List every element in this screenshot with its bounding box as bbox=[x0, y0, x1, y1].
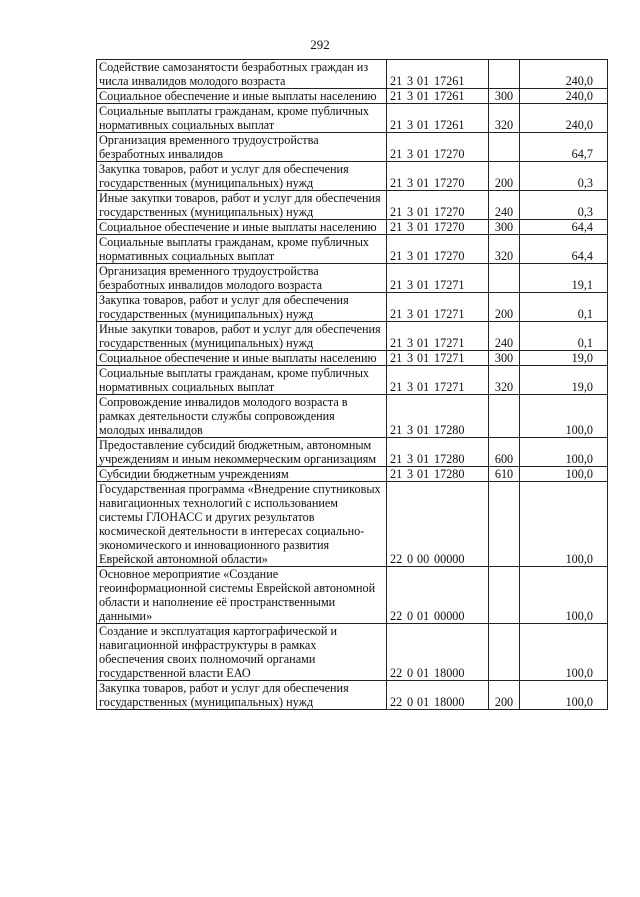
row-amount: 240,0 bbox=[520, 60, 608, 89]
row-name: Закупка товаров, работ и услуг для обеспечения государственных (муниципальных) нужд bbox=[97, 162, 387, 191]
row-expense-type bbox=[489, 264, 520, 293]
row-code bbox=[387, 624, 489, 681]
row-expense-type: 610 bbox=[489, 467, 520, 482]
code-part-c2: 3 bbox=[407, 147, 414, 161]
code-part-c1: 21 bbox=[390, 423, 403, 437]
row-code bbox=[387, 322, 489, 351]
table-row bbox=[97, 89, 608, 104]
code-part-c1: 21 bbox=[390, 147, 403, 161]
code-part-c4: 17271 bbox=[434, 278, 465, 292]
code-part-c4: 17261 bbox=[434, 74, 465, 88]
code-part-c2: 3 bbox=[407, 351, 414, 365]
row-name: Закупка товаров, работ и услуг для обеспечения государственных (муниципальных) нужд bbox=[97, 681, 387, 710]
row-amount: 240,0 bbox=[520, 104, 608, 133]
row-amount: 100,0 bbox=[520, 467, 608, 482]
table-row bbox=[97, 681, 608, 710]
table-row bbox=[97, 220, 608, 235]
code-part-c1: 21 bbox=[390, 118, 403, 132]
code-part-c3: 01 bbox=[417, 89, 430, 103]
code-part-c2: 3 bbox=[407, 74, 414, 88]
table-row bbox=[97, 162, 608, 191]
row-expense-type: 320 bbox=[489, 366, 520, 395]
row-code bbox=[387, 366, 489, 395]
code-part-c4: 17271 bbox=[434, 336, 465, 350]
table-row bbox=[97, 624, 608, 681]
code-part-c1: 21 bbox=[390, 452, 403, 466]
row-amount: 100,0 bbox=[520, 482, 608, 567]
code-part-c1: 22 bbox=[390, 666, 403, 680]
code-part-c4: 00000 bbox=[434, 609, 465, 623]
row-expense-type bbox=[489, 60, 520, 89]
code-part-c3: 01 bbox=[417, 74, 430, 88]
row-name: Иные закупки товаров, работ и услуг для обеспечения государственных (муниципальных) нужд bbox=[97, 191, 387, 220]
code-part-c4: 00000 bbox=[434, 552, 465, 566]
code-part-c2: 0 bbox=[407, 609, 414, 623]
code-part-c3: 01 bbox=[417, 351, 430, 365]
row-name: Сопровождение инвалидов молодого возраста в рамках деятельности службы сопровождения молодых инвалидов bbox=[97, 395, 387, 438]
row-amount: 100,0 bbox=[520, 395, 608, 438]
row-expense-type: 320 bbox=[489, 104, 520, 133]
row-amount: 0,3 bbox=[520, 191, 608, 220]
row-amount: 19,0 bbox=[520, 366, 608, 395]
row-amount: 0,3 bbox=[520, 162, 608, 191]
code-part-c4: 17261 bbox=[434, 118, 465, 132]
row-name: Закупка товаров, работ и услуг для обеспечения государственных (муниципальных) нужд bbox=[97, 293, 387, 322]
code-part-c3: 01 bbox=[417, 336, 430, 350]
code-part-c3: 01 bbox=[417, 423, 430, 437]
code-part-c3: 01 bbox=[417, 467, 430, 481]
code-part-c4: 17280 bbox=[434, 467, 465, 481]
row-name: Основное мероприятие «Создание геоинформационной системы Еврейской автономной области и наполнение её пространственными данными» bbox=[97, 567, 387, 624]
row-amount: 64,4 bbox=[520, 235, 608, 264]
row-code bbox=[387, 235, 489, 264]
code-part-c2: 3 bbox=[407, 336, 414, 350]
table-row bbox=[97, 322, 608, 351]
code-part-c2: 3 bbox=[407, 467, 414, 481]
row-name: Государственная программа «Внедрение спутниковых навигационных технологий с использованием системы ГЛОНАСС и других результатов космической деятельности в интересах социально-экономического и инновационного развития Еврейской автономной области» bbox=[97, 482, 387, 567]
row-expense-type: 240 bbox=[489, 322, 520, 351]
row-name: Субсидии бюджетным учреждениям bbox=[97, 467, 387, 482]
row-expense-type bbox=[489, 624, 520, 681]
row-code bbox=[387, 293, 489, 322]
row-code bbox=[387, 60, 489, 89]
row-code bbox=[387, 162, 489, 191]
row-amount: 100,0 bbox=[520, 438, 608, 467]
row-code bbox=[387, 104, 489, 133]
code-part-c4: 17271 bbox=[434, 307, 465, 321]
budget-table bbox=[96, 59, 608, 710]
code-part-c3: 01 bbox=[417, 249, 430, 263]
code-part-c4: 17261 bbox=[434, 89, 465, 103]
code-part-c3: 01 bbox=[417, 118, 430, 132]
code-part-c3: 01 bbox=[417, 307, 430, 321]
code-part-c3: 00 bbox=[417, 552, 430, 566]
code-part-c2: 0 bbox=[407, 552, 414, 566]
code-part-c2: 3 bbox=[407, 278, 414, 292]
budget-table-body bbox=[97, 60, 608, 710]
code-part-c2: 3 bbox=[407, 89, 414, 103]
row-code bbox=[387, 264, 489, 293]
code-part-c4: 17270 bbox=[434, 249, 465, 263]
code-part-c3: 01 bbox=[417, 220, 430, 234]
code-part-c2: 3 bbox=[407, 452, 414, 466]
code-part-c1: 21 bbox=[390, 220, 403, 234]
row-name: Предоставление субсидий бюджетным, автономным учреждениям и иным некоммерческим организациям bbox=[97, 438, 387, 467]
table-row bbox=[97, 235, 608, 264]
code-part-c2: 0 bbox=[407, 666, 414, 680]
code-part-c1: 21 bbox=[390, 336, 403, 350]
row-amount: 64,4 bbox=[520, 220, 608, 235]
code-part-c2: 3 bbox=[407, 205, 414, 219]
row-code bbox=[387, 438, 489, 467]
code-part-c2: 3 bbox=[407, 423, 414, 437]
table-row bbox=[97, 395, 608, 438]
row-amount: 64,7 bbox=[520, 133, 608, 162]
code-part-c4: 17280 bbox=[434, 452, 465, 466]
code-part-c1: 21 bbox=[390, 89, 403, 103]
table-row bbox=[97, 351, 608, 366]
code-part-c1: 21 bbox=[390, 205, 403, 219]
row-name: Социальные выплаты гражданам, кроме публичных нормативных социальных выплат bbox=[97, 104, 387, 133]
code-part-c3: 01 bbox=[417, 666, 430, 680]
row-name: Социальное обеспечение и иные выплаты населению bbox=[97, 89, 387, 104]
code-part-c1: 22 bbox=[390, 552, 403, 566]
code-part-c1: 22 bbox=[390, 609, 403, 623]
row-amount: 0,1 bbox=[520, 322, 608, 351]
code-part-c1: 22 bbox=[390, 695, 403, 709]
row-expense-type bbox=[489, 567, 520, 624]
code-part-c3: 01 bbox=[417, 176, 430, 190]
table-row bbox=[97, 60, 608, 89]
table-row bbox=[97, 104, 608, 133]
row-code bbox=[387, 467, 489, 482]
code-part-c4: 18000 bbox=[434, 666, 465, 680]
code-part-c3: 01 bbox=[417, 205, 430, 219]
code-part-c4: 17271 bbox=[434, 351, 465, 365]
row-expense-type: 200 bbox=[489, 162, 520, 191]
row-amount: 100,0 bbox=[520, 567, 608, 624]
row-code bbox=[387, 395, 489, 438]
code-part-c4: 17270 bbox=[434, 147, 465, 161]
row-expense-type: 300 bbox=[489, 220, 520, 235]
code-part-c2: 3 bbox=[407, 307, 414, 321]
row-expense-type: 300 bbox=[489, 89, 520, 104]
code-part-c3: 01 bbox=[417, 609, 430, 623]
row-name: Организация временного трудоустройства безработных инвалидов bbox=[97, 133, 387, 162]
code-part-c3: 01 bbox=[417, 278, 430, 292]
code-part-c1: 21 bbox=[390, 307, 403, 321]
row-code bbox=[387, 351, 489, 366]
code-part-c1: 21 bbox=[390, 249, 403, 263]
code-part-c1: 21 bbox=[390, 176, 403, 190]
row-expense-type: 320 bbox=[489, 235, 520, 264]
row-expense-type bbox=[489, 395, 520, 438]
row-name: Организация временного трудоустройства безработных инвалидов молодого возраста bbox=[97, 264, 387, 293]
code-part-c2: 3 bbox=[407, 118, 414, 132]
code-part-c3: 01 bbox=[417, 452, 430, 466]
row-amount: 19,1 bbox=[520, 264, 608, 293]
row-code bbox=[387, 89, 489, 104]
row-expense-type: 240 bbox=[489, 191, 520, 220]
table-row bbox=[97, 366, 608, 395]
code-part-c1: 21 bbox=[390, 380, 403, 394]
table-row bbox=[97, 191, 608, 220]
code-part-c4: 17271 bbox=[434, 380, 465, 394]
code-part-c4: 17270 bbox=[434, 220, 465, 234]
row-code bbox=[387, 567, 489, 624]
row-expense-type bbox=[489, 133, 520, 162]
code-part-c3: 01 bbox=[417, 695, 430, 709]
table-row bbox=[97, 133, 608, 162]
row-name: Социальные выплаты гражданам, кроме публичных нормативных социальных выплат bbox=[97, 235, 387, 264]
code-part-c3: 01 bbox=[417, 147, 430, 161]
table-row bbox=[97, 467, 608, 482]
table-row bbox=[97, 264, 608, 293]
row-amount: 19,0 bbox=[520, 351, 608, 366]
code-part-c1: 21 bbox=[390, 74, 403, 88]
row-name: Содействие самозанятости безработных граждан из числа инвалидов молодого возраста bbox=[97, 60, 387, 89]
row-code bbox=[387, 191, 489, 220]
row-expense-type: 600 bbox=[489, 438, 520, 467]
code-part-c1: 21 bbox=[390, 467, 403, 481]
row-name: Социальные выплаты гражданам, кроме публичных нормативных социальных выплат bbox=[97, 366, 387, 395]
code-part-c2: 3 bbox=[407, 176, 414, 190]
table-row bbox=[97, 438, 608, 467]
code-part-c2: 3 bbox=[407, 249, 414, 263]
code-part-c2: 0 bbox=[407, 695, 414, 709]
row-name: Создание и эксплуатация картографической и навигационной инфраструктуры в рамках обеспечения своих полномочий органами государственной власти ЕАО bbox=[97, 624, 387, 681]
row-expense-type: 200 bbox=[489, 293, 520, 322]
row-code bbox=[387, 220, 489, 235]
row-amount: 100,0 bbox=[520, 681, 608, 710]
row-name: Социальное обеспечение и иные выплаты населению bbox=[97, 351, 387, 366]
code-part-c4: 17280 bbox=[434, 423, 465, 437]
row-name: Иные закупки товаров, работ и услуг для обеспечения государственных (муниципальных) нужд bbox=[97, 322, 387, 351]
code-part-c4: 18000 bbox=[434, 695, 465, 709]
table-row bbox=[97, 293, 608, 322]
row-code bbox=[387, 482, 489, 567]
row-expense-type: 300 bbox=[489, 351, 520, 366]
row-amount: 0,1 bbox=[520, 293, 608, 322]
row-code bbox=[387, 681, 489, 710]
table-row bbox=[97, 482, 608, 567]
page-number: 292 bbox=[310, 37, 330, 52]
code-part-c4: 17270 bbox=[434, 205, 465, 219]
table-row bbox=[97, 567, 608, 624]
row-expense-type: 200 bbox=[489, 681, 520, 710]
row-expense-type bbox=[489, 482, 520, 567]
code-part-c3: 01 bbox=[417, 380, 430, 394]
code-part-c4: 17270 bbox=[434, 176, 465, 190]
row-amount: 240,0 bbox=[520, 89, 608, 104]
code-part-c1: 21 bbox=[390, 278, 403, 292]
code-part-c1: 21 bbox=[390, 351, 403, 365]
code-part-c2: 3 bbox=[407, 380, 414, 394]
row-code bbox=[387, 133, 489, 162]
row-amount: 100,0 bbox=[520, 624, 608, 681]
row-name: Социальное обеспечение и иные выплаты населению bbox=[97, 220, 387, 235]
code-part-c2: 3 bbox=[407, 220, 414, 234]
